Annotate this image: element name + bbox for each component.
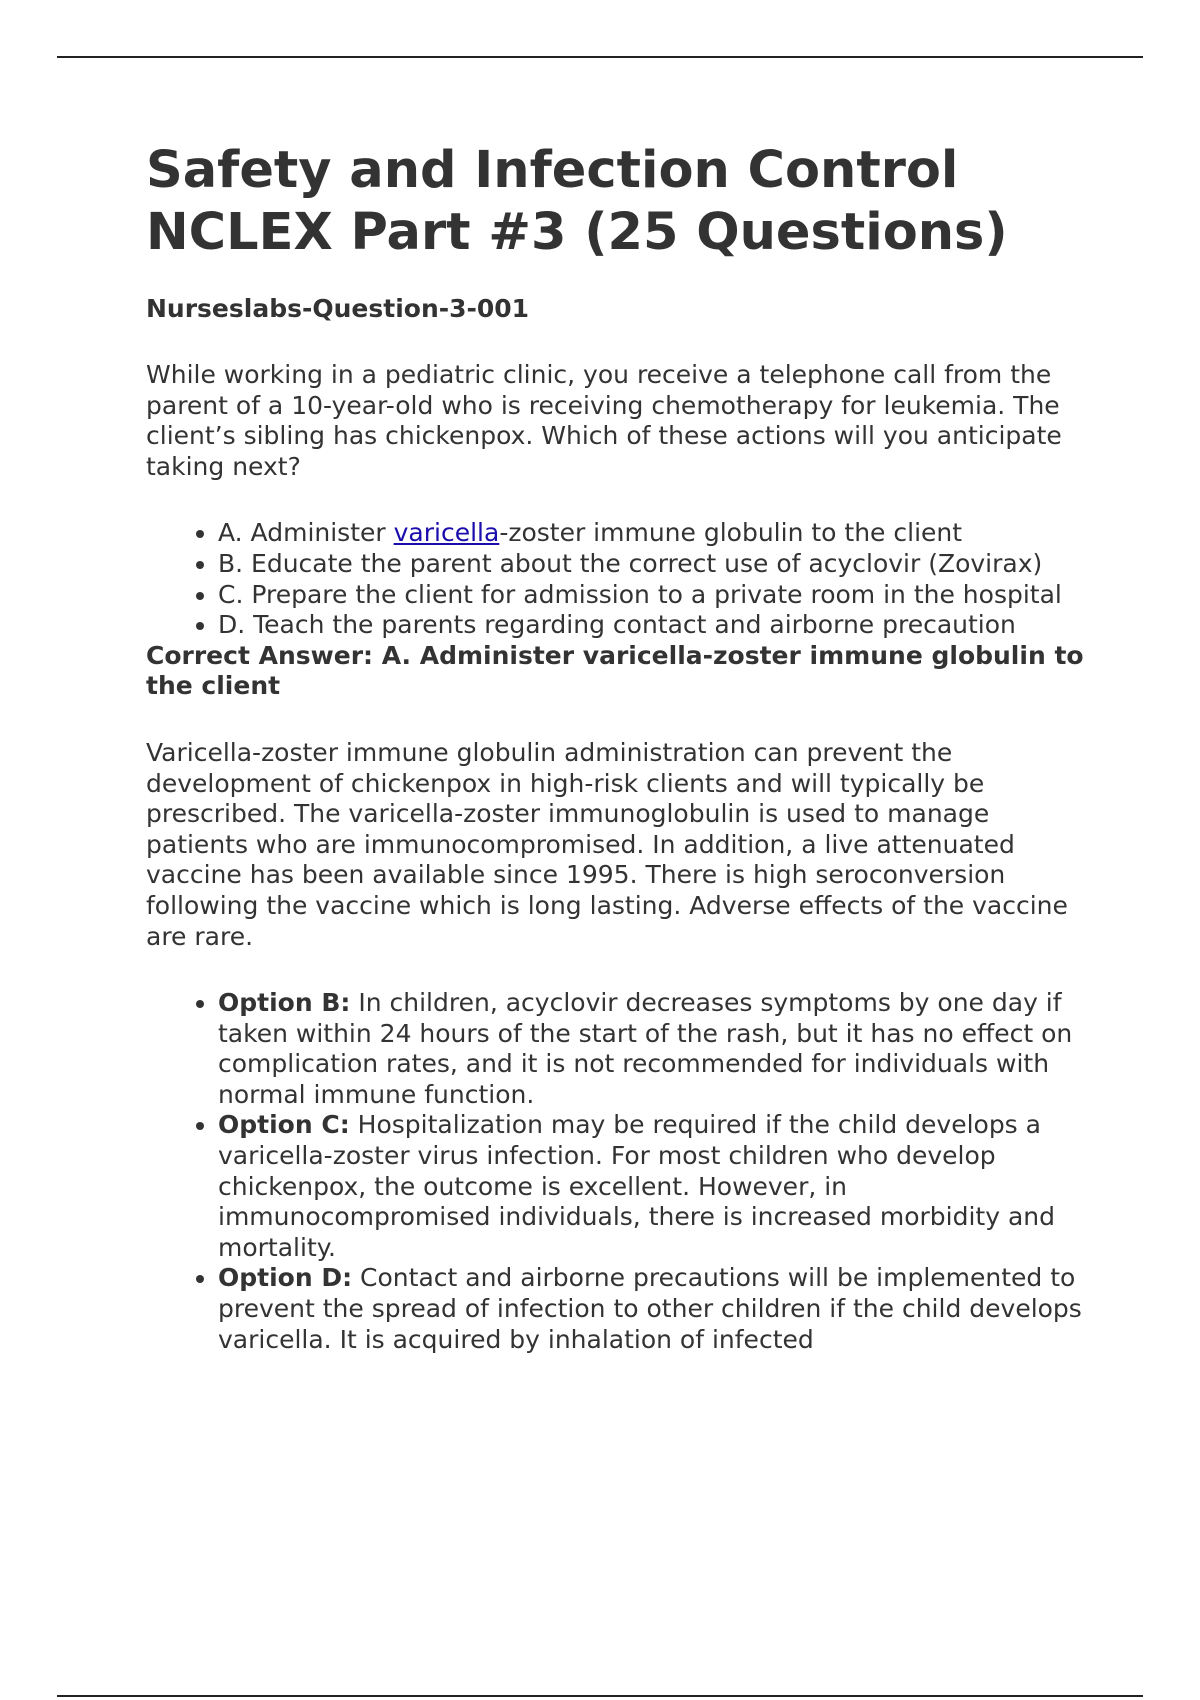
top-divider bbox=[57, 56, 1143, 58]
document-body bbox=[146, 140, 1091, 1355]
option-b: • B. Educate the parent about the correct use of acyclovir (Zovirax) bbox=[218, 549, 1091, 580]
rationale-text: Varicella-zoster immune globulin administration can prevent the development of chickenpox in high-risk clients and will typically be prescribed. The varicella-zoster immunoglobulin is used to manage patients who are immunocompromised. In addition, a live attenuated vaccine has been available since 1995. There is high seroconversion following the vaccine which is long lasting. Adverse effects of the vaccine are rare. bbox=[146, 737, 1068, 951]
bottom-divider bbox=[57, 1695, 1143, 1697]
explanation-option-d bbox=[218, 1263, 1091, 1355]
option-explanations-list bbox=[146, 988, 1091, 1355]
question-id: Nurseslabs-Question-3-001 bbox=[146, 294, 530, 323]
answer-options-list bbox=[146, 518, 1091, 640]
explanation-text: In children, acyclovir decreases symptoms by one day if taken within 24 hours of the start of the rash, but it has no effect on complication rates, and it is not recommended for individuals with normal immune function. bbox=[218, 988, 1073, 1109]
option-c: • C. Prepare the client for admission to a private room in the hospital bbox=[218, 580, 1091, 611]
explanation-option-c bbox=[218, 1110, 1091, 1263]
explanation-label: Option B: bbox=[218, 988, 351, 1018]
option-a bbox=[218, 518, 1091, 549]
explanation-option-b bbox=[218, 988, 1091, 1110]
question-text: While working in a pediatric clinic, you receive a telephone call from the parent of a 10-year-old who is receiving chemotherapy for leukemia. The client’s sibling has chickenpox. Which of these actions will you anticipate taking next? bbox=[146, 360, 1062, 481]
explanation-label: Option C: bbox=[218, 1110, 350, 1140]
explanation-label: Option D: bbox=[218, 1263, 353, 1293]
page-title: Safety and Infection Control NCLEX Part #3 (25 Questions) bbox=[146, 141, 1008, 262]
option-a-suffix: -zoster immune globulin to the client bbox=[499, 518, 963, 548]
correct-answer: Correct Answer: A. Administer varicella-zoster immune globulin to the client bbox=[146, 640, 1084, 701]
explanation-text: Hospitalization may be required if the child develops a varicella-zoster virus infection. For most children who develop chickenpox, the outcome is excellent. However, in immunocompromised individuals, there is increased morbidity and mortality. bbox=[218, 1110, 1056, 1262]
option-d: • D. Teach the parents regarding contact and airborne precaution bbox=[218, 610, 1091, 641]
explanation-text: Contact and airborne precautions will be implemented to prevent the spread of infection to other children if the child develops varicella. It is acquired by inhalation of infected bbox=[218, 1263, 1082, 1354]
option-a-prefix: A. Administer bbox=[218, 518, 394, 548]
varicella-link[interactable]: varicella bbox=[393, 518, 500, 548]
